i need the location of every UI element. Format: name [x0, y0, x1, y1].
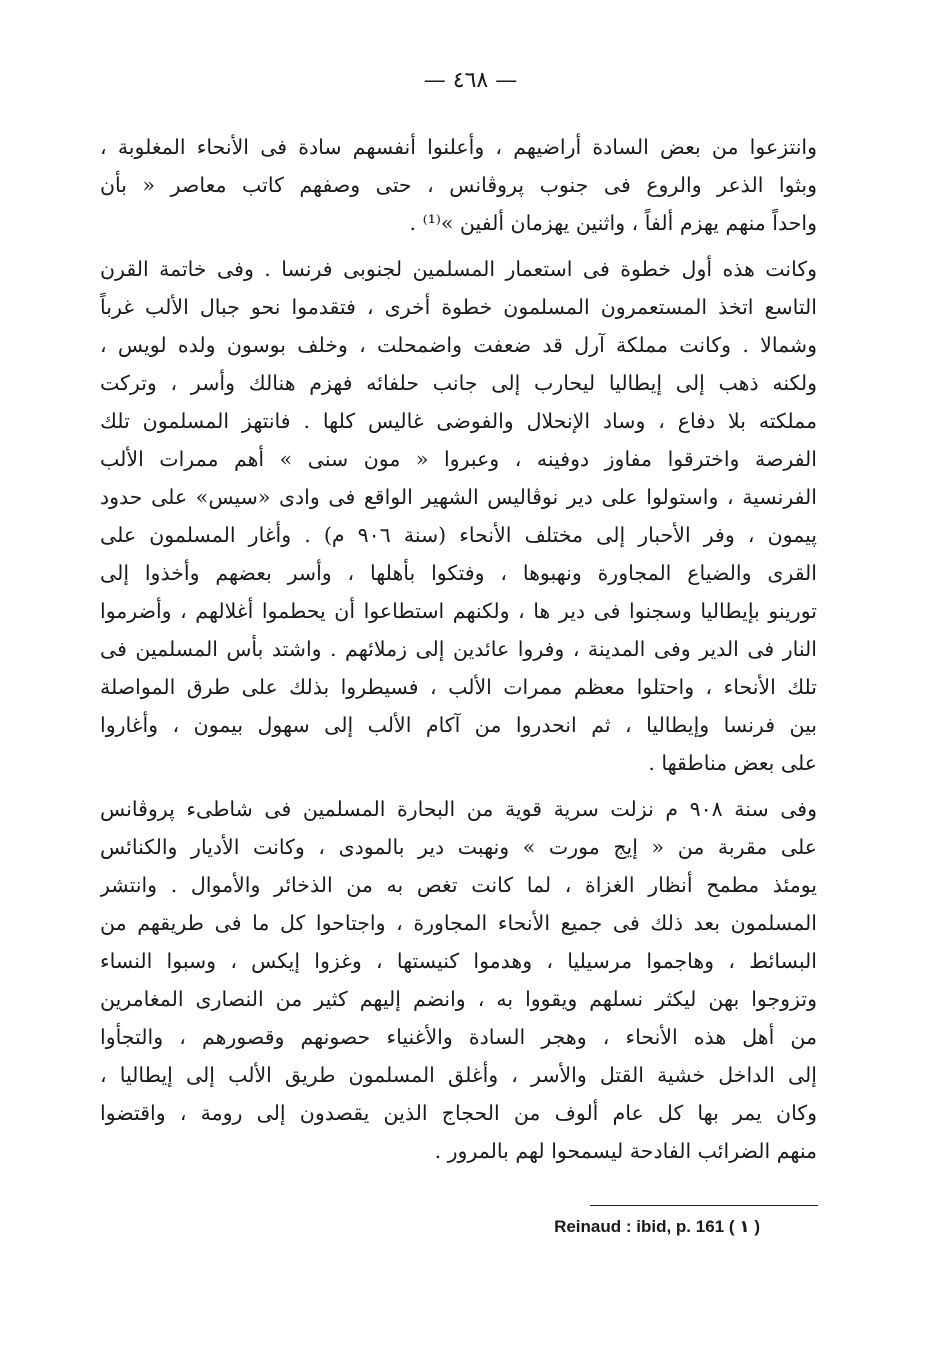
text-line: الفرنسية ، واستولوا على دير نوڤاليس الشهير الواقع فى وادى «سيس» على حدود	[100, 485, 817, 509]
text-line: وتزوجوا بهن ليكثر نسلهم ويقووا به ، وانضم إليهم كثير من النصارى المغامرين	[100, 987, 817, 1011]
text-line: منهم الضرائب الفادحة ليسمحوا لهم بالمرور .	[434, 1139, 817, 1163]
text-line: المسلمون بعد ذلك فى جميع الأنحاء المجاورة ، واجتاحوا كل ما فى طريقهم من	[100, 911, 817, 935]
body-text	[100, 128, 817, 1170]
text-line: القرى والضياع المجاورة ونهبوها ، وفتكوا بأهلها ، وأسر بعضهم وأخذوا إلى	[100, 561, 817, 585]
text-line: واحداً منهم يهزم ألفاً ، واثنين يهزمان ألفين »⁽¹⁾ .	[409, 211, 817, 235]
text-line: بين فرنسا وإيطاليا ، ثم انحدروا من آكام الألب إلى سهول بيمون ، وأغاروا	[100, 713, 817, 737]
text-line: پيمون ، وفر الأحبار إلى مختلف الأنحاء (سنة ٩٠٦ م) . وأغار المسلمون على	[100, 523, 817, 547]
paragraph-gap	[100, 782, 817, 790]
paragraph-gap	[100, 242, 817, 250]
paragraph-3	[100, 790, 817, 1170]
text-line: على بعض مناطقها .	[648, 751, 817, 775]
text-line: الفرصة واخترقوا مفاوز دوفينه ، وعبروا « مون سنى » أهم ممرات الألب	[100, 447, 817, 471]
footnote: Reinaud : ibid, p. 161 ( ١ )	[554, 1217, 760, 1236]
text-line: من أهل هذه الأنحاء ، وهجر السادة والأغنياء حصونهم وقصورهم ، والتجأوا	[100, 1025, 817, 1049]
text-line: يومئذ مطمح أنظار الغزاة ، لما كانت تغص به من الذخائر والأموال . وانتشر	[100, 873, 817, 897]
text-line: النار فى الدير وفى المدينة ، وفروا عائدين إلى زملائهم . واشتد بأس المسلمين فى	[100, 637, 817, 661]
text-line: وكانت هذه أول خطوة فى استعمار المسلمين لجنوبى فرنسا . وفى خاتمة القرن	[100, 257, 817, 281]
paragraph-1	[100, 128, 817, 242]
text-line: وفى سنة ٩٠٨ م نزلت سرية قوية من البحارة المسلمين فى شاطىء پروڤانس	[100, 797, 817, 821]
text-line: ولكنه ذهب إلى إيطاليا ليحارب إلى جانب حلفائه فهزم هنالك وأسر ، وتركت	[100, 371, 817, 395]
text-line: مملكته بلا دفاع ، وساد الإنحلال والفوضى غاليس كلها . فانتهز المسلمون تلك	[100, 409, 817, 433]
paragraph-2	[100, 250, 817, 782]
text-line: البسائط ، وهاجموا مرسيليا ، وهدموا كنيستها ، وغزوا إيكس ، وسبوا النساء	[100, 949, 817, 973]
page-number: — ٤٦٨ —	[423, 68, 518, 93]
text-line: تورينو بإيطاليا وسجنوا فى دير ها ، ولكنهم استطاعوا أن يحطموا أغلالهم ، وأضرموا	[100, 599, 817, 623]
footnote-divider	[590, 1205, 818, 1206]
text-line: على مقربة من « إيج مورت » ونهبت دير بالمودى ، وكانت الأديار والكنائس	[100, 835, 817, 859]
text-line: التاسع اتخذ المستعمرون المسلمون خطوة أخرى ، فتقدموا نحو جبال الألب غرباً	[100, 295, 817, 319]
text-line: وشمالا . وكانت مملكة آرل قد ضعفت واضمحلت ، وخلف بوسون ولده لويس ،	[100, 333, 817, 357]
text-line: وكان يمر بها كل عام ألوف من الحجاج الذين يقصدون إلى رومة ، واقتضوا	[100, 1101, 817, 1125]
text-line: وبثوا الذعر والروع فى جنوب پروڤانس ، حتى وصفهم كاتب معاصر « بأن	[100, 173, 817, 197]
text-line: إلى الداخل خشية القتل والأسر ، وأغلق المسلمون طريق الألب إلى إيطاليا ،	[100, 1063, 817, 1087]
text-line: تلك الأنحاء ، واحتلوا معظم ممرات الألب ، فسيطروا بذلك على طرق المواصلة	[100, 675, 817, 699]
text-line: وانتزعوا من بعض السادة أراضيهم ، وأعلنوا أنفسهم سادة فى الأنحاء المغلوبة ،	[100, 135, 817, 159]
